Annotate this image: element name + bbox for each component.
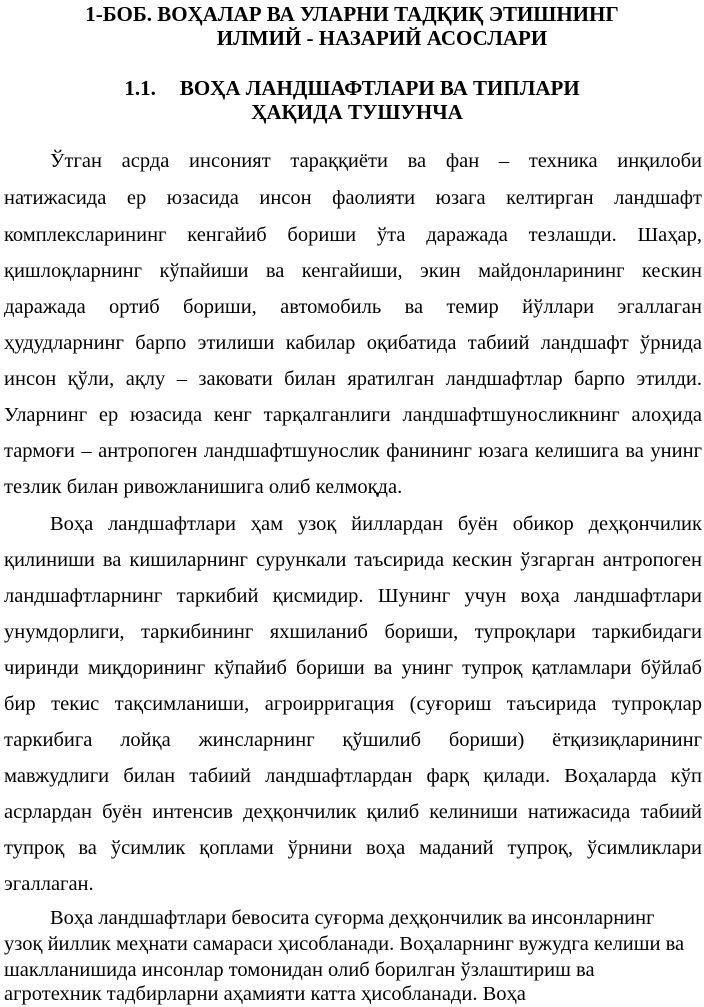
paragraph-line: асрлардан буён интенсив деҳқончилик қилиб келиниши натижасида табиий [4,801,702,823]
paragraph-line: натижасида ер юзасида инсон фаолияти юзага келтирган ландшафт [4,187,702,209]
paragraph-line: унумдорлиги, таркибининг яхшиланиб бориши, тупроқлари таркибидаги [4,621,702,643]
paragraph-line: ландшафтларнинг таркибий қисмидир. Шунинг учун воҳа ландшафтлари [4,585,702,607]
section-title-text-1: ВОҲА ЛАНДШАФТЛАРИ ВА ТИПЛАРИ [179,76,580,100]
paragraph-line: қилиниши ва кишиларнинг сурункали таъсирида кескин ўзгарган антропоген [4,549,702,571]
paragraph-line: шаклланишида инсонлар томонидан олиб борилган ўзлаштириш ва [4,959,595,981]
paragraph-line: тезлик билан ривожланишига олиб келмоқда. [4,476,403,498]
paragraph-line: агротехник тадбирларни аҳамияти катта ҳисобланади. Воҳа [4,983,526,1005]
section-number: 1.1. [124,76,156,100]
paragraph-line: узоқ йиллик меҳнати самараси ҳисобланади. Воҳаларнинг вужудга келиши ва [4,933,685,955]
paragraph-line: тармоғи – антропоген ландшафтшунослик фанининг юзага келишига ва унинг [4,440,702,462]
paragraph-line: Воҳа ландшафтлари бевосита суғорма деҳқончилик ва инсонларнинг [50,907,655,929]
paragraph-line: Уларнинг ер юзасида кенг тарқалганлиги ландшафтшуносликнинг алоҳида [4,404,702,426]
paragraph-line: Ўтган асрда инсоният тараққиёти ва фан – техника инқилоби [50,150,702,172]
paragraph-line: инсон қўли, ақлу – заковати билан яратилган ландшафтлар барпо этилди. [4,368,702,390]
paragraph-line: эгаллаган. [4,873,94,895]
section-title-line-1 [0,76,704,100]
paragraph-line: қишлоқларнинг кўпайиши ва кенгайиши, экин майдонларининг кескин [4,260,702,282]
paragraph-line: таркибига лойқа жинсларнинг қўшилиб бориши) ётқизиқларининг [4,729,702,751]
section-title-line-2: ҲАҚИДА ТУШУНЧА [251,100,463,124]
chapter-title-line-1: 1-БОБ. ВОҲАЛАР ВА УЛАРНИ ТАДҚИҚ ЭТИШНИНГ [85,2,619,26]
paragraph-line: мавжудлиги билан табиий ландшафтлардан фарқ қилади. Воҳаларда кўп [4,765,702,787]
paragraph-line: комплексларининг кенгайиб бориши ўта даражада тезлашди. Шаҳар, [4,224,702,246]
paragraph-line: бир текис тақсимланиши, агроирригация (суғориш таъсирида тупроқлар [4,693,702,715]
section-title [0,76,704,124]
paragraph-line: Воҳа ландшафтлари ҳам узоқ йиллардан буён обикор деҳқончилик [50,513,702,535]
chapter-title [0,2,704,50]
paragraph-line: тупроқ ва ўсимлик қоплами ўрнини воҳа маданий тупроқ, ўсимликлари [4,837,702,859]
paragraph-line: ҳудудларнинг барпо этилиши кабилар оқибатида табиий ландшафт ўрнида [4,332,702,354]
chapter-title-line-2: ИЛМИЙ - НАЗАРИЙ АСОСЛАРИ [216,26,548,50]
paragraph-line: даражада ортиб бориши, автомобиль ва темир йўллари эгаллаган [4,296,702,318]
paragraph-line: чиринди миқдорининг кўпайиб бориши ва унинг тупроқ қатламлари бўйлаб [4,657,702,679]
